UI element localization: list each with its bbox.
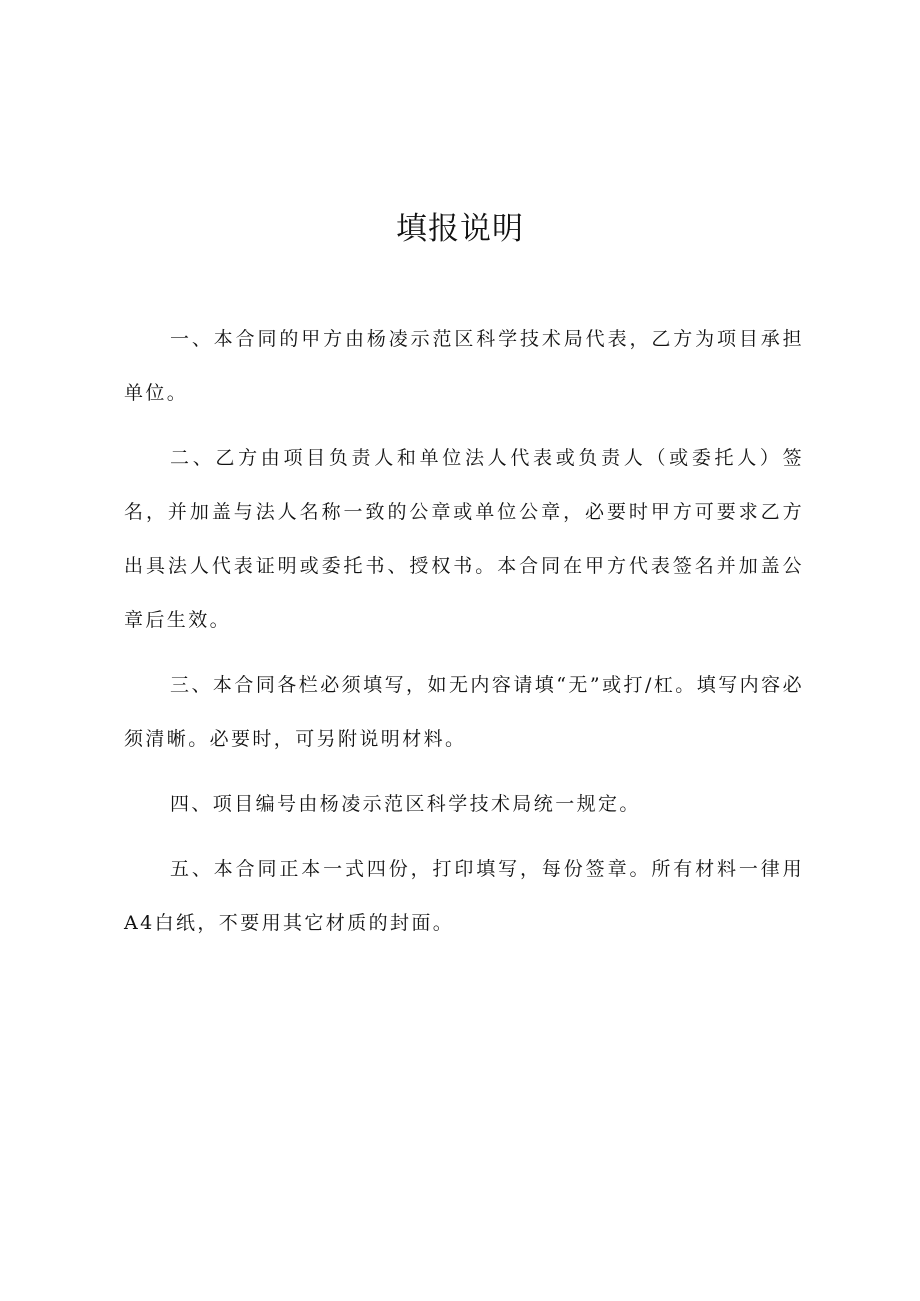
document-title: 填报说明 xyxy=(396,211,524,247)
instructions-body xyxy=(124,312,804,961)
instruction-item-4: 四、项目编号由杨凌示范区科学技术局统一规定。 xyxy=(170,793,641,815)
instruction-item-5: 五、本合同正本一式四份，打印填写，每份签章。所有材料一律用A4白纸，不要用其它材质的封面。 xyxy=(124,858,804,934)
instruction-item-2: 二、乙方由项目负责人和单位法人代表或负责人（或委托人）签名，并加盖与法人名称一致的公章或单位公章，必要时甲方可要求乙方出具法人代表证明或委托书、授权书。本合同在甲方代表签名并加盖公章后生效。 xyxy=(124,447,804,631)
instruction-item-1: 一、本合同的甲方由杨凌示范区科学技术局代表，乙方为项目承担单位。 xyxy=(124,328,804,404)
instruction-item-3: 三、本合同各栏必须填写，如无内容请填“无”或打/杠。填写内容必须清晰。必要时，可另附说明材料。 xyxy=(124,674,804,750)
